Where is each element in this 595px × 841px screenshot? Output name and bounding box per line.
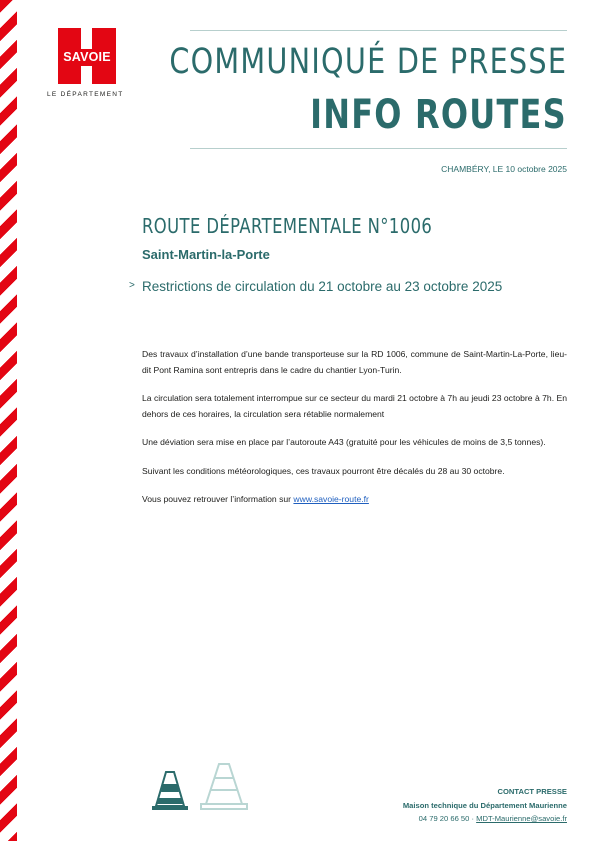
logo-subtitle: LE DÉPARTEMENT bbox=[47, 91, 124, 98]
restriction-heading: Restrictions de circulation du 21 octobre au 23 octobre 2025 bbox=[142, 279, 503, 294]
paragraph: La circulation sera totalement interrompue sur ce secteur du mardi 21 octobre à 7h au jeudi 23 octobre à 7h. En dehors de ces horaires, la circulation sera rétablie normalement bbox=[142, 393, 567, 419]
top-rule bbox=[190, 30, 567, 31]
contact-line bbox=[403, 812, 567, 826]
article-body bbox=[142, 347, 567, 521]
bottom-rule bbox=[190, 148, 567, 149]
dateline: CHAMBÉRY, LE 10 octobre 2025 bbox=[441, 164, 567, 174]
logo-cross-bottom bbox=[81, 66, 92, 84]
contact-email-link[interactable]: MDT-Maurienne@savoie.fr bbox=[476, 814, 567, 823]
website-link[interactable]: www.savoie-route.fr bbox=[293, 494, 369, 504]
contact-phone: 04 79 20 66 50 bbox=[418, 814, 470, 823]
page-title-line1: COMMUNIQUÉ DE PRESSE bbox=[169, 42, 567, 82]
traffic-cone-icon bbox=[150, 770, 190, 812]
page-title-line2: INFO ROUTES bbox=[310, 92, 567, 138]
contact-heading: CONTACT PRESSE bbox=[497, 787, 567, 796]
place-name: Saint-Martin-la-Porte bbox=[142, 247, 270, 262]
info-paragraph bbox=[142, 492, 567, 508]
savoie-logo bbox=[58, 28, 116, 84]
logo-text: SAVOIE bbox=[63, 50, 111, 64]
paragraph: Des travaux d’installation d’une bande transporteuse sur la RD 1006, commune de Saint-Martin-La-Porte, lieu-dit Pont Ramina sont entrepris dans le cadre du chantier Lyon-Turin. bbox=[142, 349, 567, 375]
paragraph: Suivant les conditions météorologiques, ces travaux pourront être décalés du 28 au 30 octobre. bbox=[142, 465, 505, 476]
traffic-cone-outline-icon bbox=[198, 762, 250, 812]
logo-cross-top bbox=[81, 28, 92, 49]
chevron-right-icon: > bbox=[129, 280, 135, 291]
press-contact bbox=[403, 785, 567, 826]
contact-organisation: Maison technique du Département Maurienne bbox=[402, 800, 567, 810]
info-text: Vous pouvez retrouver l’information sur bbox=[142, 494, 294, 504]
diagonal-stripe-border bbox=[0, 0, 17, 841]
route-title: ROUTE DÉPARTEMENTALE N°1006 bbox=[142, 214, 433, 238]
paragraph: Une déviation sera mise en place par l’autoroute A43 (gratuité pour les véhicules de moins de 3,5 tonnes). bbox=[142, 437, 546, 447]
contact-separator: · bbox=[471, 814, 475, 823]
